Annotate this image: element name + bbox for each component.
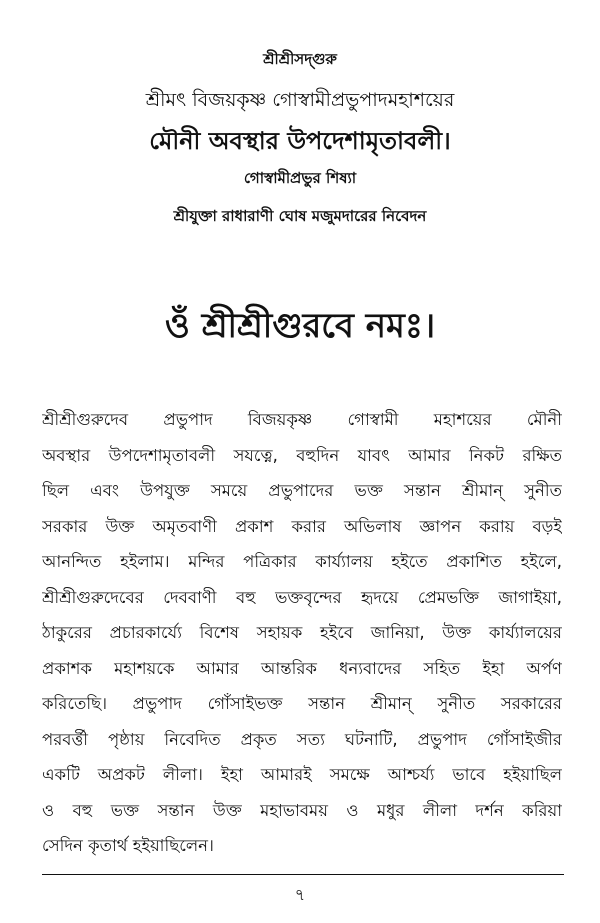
header-line-2: শ্রীমৎ বিজয়কৃষ্ণ গোস্বামীপ্রভুপাদমহাশয়ের xyxy=(145,89,455,111)
header-line-5: শ্রীযুক্তা রাধারাণী ঘোষ মজুমদারের নিবেদন xyxy=(173,207,427,225)
body-line: একটি অপ্রকট লীলা। ইহা আমারই সমক্ষে আশ্চর্য্য ভাবে হইয়াছিল xyxy=(42,765,562,784)
body-line: পরবর্ত্তী পৃষ্ঠায় নিবেদিত প্রকৃত সত্য ঘটনাটি, প্রভুপাদ গোঁসাইজীর xyxy=(42,729,562,749)
body-line: সরকার উক্ত অমৃতবাণী প্রকাশ করার অভিলাষ জ্ঞাপন করায় বড়ই xyxy=(42,516,562,536)
body-line: ছিল এবং উপযুক্ত সময়ে প্রভুপাদের ভক্ত সন্তান শ্রীমান্ সুনীত xyxy=(42,481,562,500)
header-line-4: গোস্বামীপ্রভুর শিষ্যা xyxy=(243,169,357,187)
body-line: ও বহু ভক্ত সন্তান উক্ত মহাভাবময় ও মধুর লীলা দর্শন করিয়া xyxy=(42,800,562,820)
document-title: মৌনী অবস্থার উপদেশামৃতাবলী। xyxy=(149,127,451,155)
body-line: আনন্দিত হইলাম। মন্দির পত্রিকার কার্য্যালয় হইতে প্রকাশিত হইলে, xyxy=(42,552,562,571)
body-line: শ্রীশ্রীগুরুদেবের দেববাণী বহু ভক্তবৃন্দের হৃদয়ে প্রেমভক্তি জাগাইয়া, xyxy=(42,587,562,607)
body-paragraph xyxy=(42,402,562,864)
footer-rule xyxy=(42,874,564,875)
header-line-1: শ্রীশ্রীসদ্গুরু xyxy=(263,50,337,68)
body-line: সেদিন কৃতার্থ হইয়াছিলেন। xyxy=(42,836,214,855)
body-line: ঠাকুরের প্রচারকার্য্যে বিশেষ সহায়ক হইবে জানিয়া, উক্ত কার্য্যালয়ের xyxy=(42,623,562,642)
body-line: করিতেছি। প্রভুপাদ গোঁসাইভক্ত সন্তান শ্রীমান্ সুনীত সরকারের xyxy=(42,694,562,713)
page-number: ৭ xyxy=(294,885,306,904)
body-line: অবস্থার উপদেশামৃতাবলী সযত্নে, বহুদিন যাবৎ আমার নিকট রক্ষিত xyxy=(42,445,562,465)
body-line: প্রকাশক মহাশয়কে আমার আন্তরিক ধন্যবাদের সহিত ইহা অর্পণ xyxy=(42,658,562,678)
invocation-heading: ওঁ শ্রীশ্রীগুরবে নমঃ। xyxy=(164,306,436,346)
body-line: শ্রীশ্রীগুরুদেব প্রভুপাদ বিজয়কৃষ্ণ গোস্বামী মহাশয়ের মৌনী xyxy=(42,410,562,429)
